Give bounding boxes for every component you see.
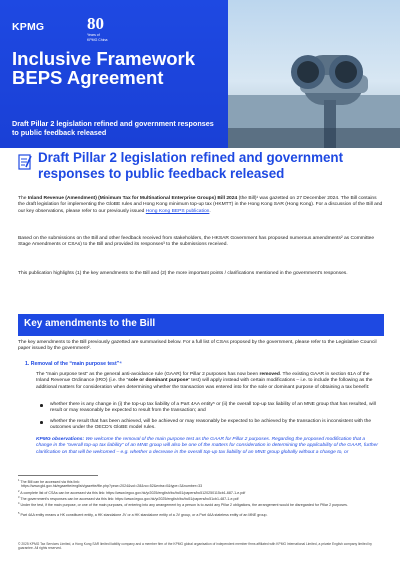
footnote-text: The government's responses can be accessed via this link: https://www.legco.gov.hk/yr2025/english/bc/bc51/papers/bc51cb1-487-1-e.pdf [20, 497, 239, 502]
item1-p-bold-removed: removed [259, 372, 280, 377]
key-amendments-intro: The key amendments to the Bill previously gazetted are summarised below. For a full list of CSAs proposed by the government, please refer to the Legislative Council paper issued by the government². [18, 340, 377, 352]
section-title: Draft Pillar 2 legislation refined and government responses to public feedback released [38, 150, 344, 181]
item1-p-pre: The “main purpose test” as the general anti-avoidance rule (GAAR) for Pillar 2 purposes has now been [36, 372, 260, 377]
bill-name: Inland Revenue (Amendment) (Minimum Tax for Multinational Enterprise Groups) Bill 2024 [27, 196, 238, 201]
footnote-4 [18, 502, 384, 508]
observations-label: KPMG observations: [36, 437, 85, 442]
footnote-1-url[interactable] [21, 484, 387, 488]
footnote-text: Part 4AA entity means a HK constituent entity, a HK standalone JV or a HK standalone entity of a JV group, or a Part 4AA stateless entity of an MNE group. [20, 513, 268, 518]
item1-p-post: ” test) will apply instead with certain modifications – i.e. to include the following as the additional matters for consideration when determining whether the transaction was entered into for the sole or dominant purpose of obtaining a tax benefit: [36, 378, 373, 390]
observations-text: We welcome the removal of the main purpose test as the GAAR for Pillar 2 purposes. Regarding the proposed modification that a change in the “overall top-up tax liability” of an MNE group will also be one of the matters for consideration in determining the applicability of the GAAR, further clarification on that will be welcomed – e.g. whether a decrease in the overall top-up tax liability of an MNE group globally without a change to, or [36, 437, 378, 455]
bullet-item-2: whether the result that has been achieved, will be achieved or may reasonably be expected to be achieved by the transaction is inconsistent with the outcomes under the OECD's GloBE model rules. [50, 419, 372, 431]
intro-paragraph-2: Based on the submissions on the Bill and other feedback received from stakeholders, the HKSAR Government has proposed numerous amendments² as Committee Stage Amendments or CSAs) to the Bill and provided its responses³ to the submissions received. [18, 236, 375, 248]
footnote-number: 1 [18, 479, 20, 482]
footnote-2 [18, 490, 384, 496]
pencil-document-icon [18, 153, 33, 176]
key-amendments-heading [18, 314, 384, 336]
anniversary-line2: KPMG China [87, 38, 108, 42]
item1-heading: 1. Removal of the “main purpose test”⁴ [25, 361, 122, 367]
footnote-text: The Bill can be accessed via this link: [20, 480, 80, 485]
footnote-text: A complete list of CSAs can be accessed via this link: https://www.legco.gov.hk/yr2025/english/bc/bc51/papers/bc5120250115cb1-687-1-e.pdf [20, 491, 246, 496]
item1-paragraph [36, 372, 382, 391]
intro-paragraph-3: This publication highlights (1) the key amendments to the Bill and (2) the more important points / clarifications mentioned in the government's responses. [18, 271, 348, 276]
document-subtitle: Draft Pillar 2 legislation refined and government responses to public feedback released [12, 119, 214, 137]
header-banner [0, 0, 400, 148]
bullet-marker [40, 404, 43, 407]
beps-publication-link[interactable]: Hong Kong BEPS publication [145, 208, 210, 214]
anniversary-badge [87, 15, 107, 42]
intro-p1-pre: The [18, 196, 28, 201]
intro-p1-end: . [209, 208, 211, 214]
footnote-number: 5 [18, 512, 20, 515]
anniversary-line1: Years of [87, 33, 100, 37]
footnote-3 [18, 496, 384, 502]
footnote-number: 3 [18, 496, 20, 499]
footnote-number: 2 [18, 490, 20, 493]
binocular-viewer-image [228, 0, 400, 148]
intro-paragraph-1 [18, 196, 384, 215]
footnote-divider [18, 475, 98, 476]
anniversary-number: 80 [87, 14, 104, 33]
document-title: Inclusive Framework BEPS Agreement [12, 48, 196, 88]
kpmg-logo: KPMG [12, 21, 45, 33]
item1-p-bold-sole: sole or dominant purpose [128, 378, 189, 384]
bullet-marker [40, 421, 43, 424]
legal-notice: © 2025 KPMG Tax Services Limited, a Hong Kong SAR limited liability company and a member firm of the KPMG global organisation of independent member firms affiliated with KPMG International Limited, a private English company limited by guarantee. All rights reserved. [18, 542, 372, 551]
key-amendments-heading-text: Key amendments to the Bill [24, 318, 156, 329]
item1-p-mid: . The existing GAAR in section 61A of the Inland Revenue Ordinance (IRO) (i.e. the “ [36, 372, 370, 384]
bullet-item-1: whether there is any change in (i) the top-up tax liability of a Part 4AA entity⁵ or (ii) the overall top-up tax liability of an MNE group that has resulted, will result or may reasonably be expected to result from the transaction; and [50, 402, 376, 414]
intro-p1-post: (the Bill)¹ was gazetted on 27 December 2024. The Bill contains the draft legislation for implementing the GloBE rules and Hong Kong minimum top-up tax (HKMTT) in the Hong Kong SAR (Hong Kong). For a discussion of the Bill and our key observations, please refer to our previously issued [18, 196, 383, 214]
footnote-text: Under the test, if the main purpose, or one of the main purposes, of entering into any arrangement by a person is to avoid any Pillar 2 obligations, the arrangement would be disregarded for Pillar 2 purposes. [20, 503, 348, 508]
footnote-url[interactable]: https://www.gld.gov.hk/egazette/english/gazette/file.php?year=2024&vol=28&no=52&extra=0&type=3&number=33 [21, 484, 203, 488]
kpmg-observations [36, 437, 382, 456]
footnote-number: 4 [18, 502, 20, 505]
footnote-5 [18, 512, 384, 518]
